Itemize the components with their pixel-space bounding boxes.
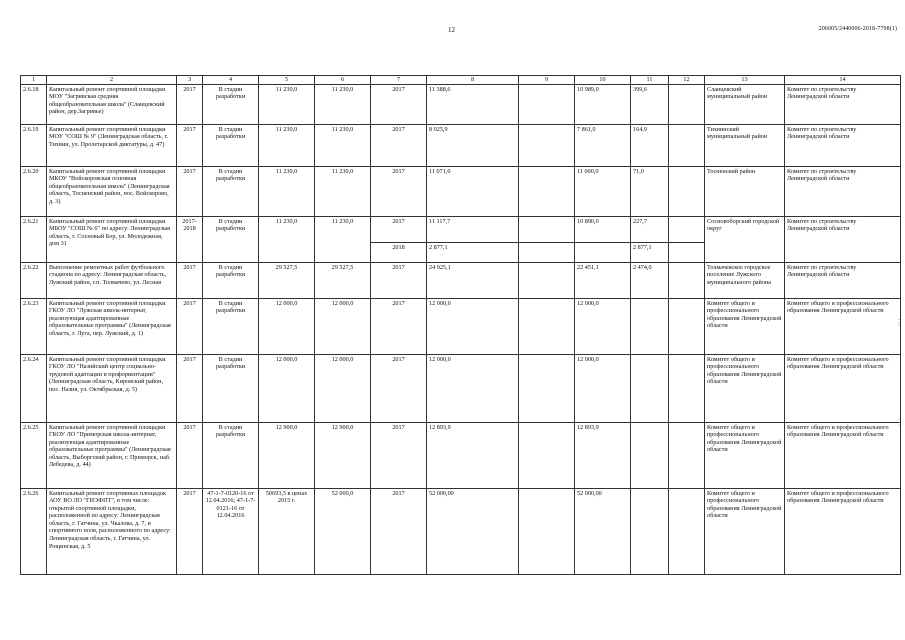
table-cell: 12 000,0 <box>315 298 371 354</box>
table-cell: 12 000,0 <box>427 354 519 422</box>
table-row <box>21 262 901 298</box>
margin-mark: ⋮ <box>895 418 903 427</box>
table-cell: 11 388,6 <box>427 84 519 124</box>
table-cell: 12 893,9 <box>427 422 519 488</box>
table-cell: В стадии разработки <box>203 354 259 422</box>
table-cell: 11 230,0 <box>315 84 371 124</box>
table-cell: 8 025,9 <box>427 124 519 166</box>
table-row <box>21 166 901 216</box>
table-cell: 2017 <box>371 422 427 488</box>
table-cell <box>669 166 705 216</box>
table-cell: 2017-2018 <box>177 216 203 262</box>
table-cell: 11 230,0 <box>315 216 371 262</box>
margin-mark: ⋮ <box>895 318 903 327</box>
column-header: 12 <box>669 76 705 85</box>
table-cell: 2.6.23 <box>21 298 47 354</box>
column-header: 9 <box>519 76 575 85</box>
table-row <box>21 84 901 124</box>
table-cell: Капитальный ремонт спортивных площадок АОУ ВО ЛО "ГИЭФПТ", в том числе: открытой спортивной площадки, расположенной по адресу: Ленинградская область, г. Гатчина, ул. Чкалова, д. 7, и спортивного поля, расположенного по адресу: Ленинградская область, г. Гатчина, ул. Рощинская, д. 5 <box>47 488 177 574</box>
table-cell: Тосненский район <box>705 166 785 216</box>
column-number-row <box>21 76 901 85</box>
table-cell: 29 527,5 <box>259 262 315 298</box>
column-header: 13 <box>705 76 785 85</box>
table-cell: Капитальный ремонт спортивной площадки МКОУ "Войскоровская основная общеобразовательная школа" (Ленинградская область, Тосненский район, пос. Войскорово, д. 3) <box>47 166 177 216</box>
table-cell <box>519 422 575 488</box>
table-cell: 2017 <box>371 166 427 216</box>
table-cell: 12 000,0 <box>315 354 371 422</box>
table-cell <box>669 354 705 422</box>
table-cell <box>519 262 575 298</box>
table-cell: В стадии разработки <box>203 262 259 298</box>
table-cell <box>519 488 575 574</box>
table-cell <box>669 84 705 124</box>
table-cell: Выполнение ремонтных работ футбольного стадиона по адресу: Ленинградская область, Лужский район, г.п. Толмачево, ул. Лесная <box>47 262 177 298</box>
table-cell: 2017 <box>177 422 203 488</box>
table-cell: Комитет общего и профессионального образования Ленинградской области <box>705 354 785 422</box>
table-cell: 7 861,0 <box>575 124 631 166</box>
table-cell: 2017 <box>177 298 203 354</box>
table-cell: Комитет по строительству Ленинградской области <box>785 216 901 262</box>
table-cell: Комитет по строительству Ленинградской области <box>785 262 901 298</box>
table-cell: 24 925,1 <box>427 262 519 298</box>
table-cell: 12 000,0 <box>575 354 631 422</box>
table-cell: 12 000,0 <box>259 354 315 422</box>
table-cell: 399,6 <box>631 84 669 124</box>
document-id: 206005/2440006-2018-7798(1) <box>818 26 897 32</box>
table-cell: Капитальный ремонт спортивной площадки МОУ "СОШ № 9" (Ленинградская область, г. Тихвин, ул. Пролетарской диктатуры, д. 47) <box>47 124 177 166</box>
table-cell: 11 230,0 <box>259 166 315 216</box>
table-cell: Комитет общего и профессионального образования Ленинградской области <box>785 488 901 574</box>
table-cell: 2018 <box>371 242 427 262</box>
table-cell: Тихвинский муниципальный район <box>705 124 785 166</box>
table-cell <box>519 354 575 422</box>
table-cell: Комитет общего и профессионального образования Ленинградской области <box>705 422 785 488</box>
column-header: 1 <box>21 76 47 85</box>
table-cell: Капитальный ремонт спортивной площадки ГКОУ ЛО "Приморская школа-интернат, реализующая адаптированные образовательные программы" (Ленинградская область, Выборгский район, г. Приморск, наб. Лебедева, д. 44) <box>47 422 177 488</box>
table-cell: 52 000,00 <box>575 488 631 574</box>
table-cell: 2.6.26 <box>21 488 47 574</box>
column-header: 10 <box>575 76 631 85</box>
table-cell: 2 474,0 <box>631 262 669 298</box>
page-number: 12 <box>448 26 455 34</box>
column-header: 8 <box>427 76 519 85</box>
table-cell <box>519 298 575 354</box>
table-cell <box>669 242 705 262</box>
program-table <box>20 75 901 575</box>
table-cell: 2017 <box>371 488 427 574</box>
table-cell: Комитет общего и профессионального образования Ленинградской области <box>705 298 785 354</box>
column-header: 3 <box>177 76 203 85</box>
table-cell: В стадии разработки <box>203 298 259 354</box>
table-cell: 2017 <box>177 488 203 574</box>
table-cell: 2017 <box>371 124 427 166</box>
table-cell: В стадии разработки <box>203 84 259 124</box>
table-row <box>21 422 901 488</box>
table-cell: Толмачевское городское поселение Лужского муниципального района <box>705 262 785 298</box>
table-cell <box>575 242 631 262</box>
table-cell: Комитет по строительству Ленинградской области <box>785 124 901 166</box>
table-cell: 11 071,0 <box>427 166 519 216</box>
table-cell: 164,9 <box>631 124 669 166</box>
table-row <box>21 298 901 354</box>
table-row <box>21 354 901 422</box>
table-cell: 47-1-7-0120-16 от 12.04.2016; 47-1-7-0121-16 от 12.04.2016 <box>203 488 259 574</box>
table-cell: 12 000,0 <box>427 298 519 354</box>
column-header: 7 <box>371 76 427 85</box>
table-cell: В стадии разработки <box>203 166 259 216</box>
table-cell: Комитет общего и профессионального образования Ленинградской области <box>785 298 901 354</box>
table-cell: 11 230,0 <box>259 216 315 262</box>
column-header: 11 <box>631 76 669 85</box>
table-cell: В стадии разработки <box>203 422 259 488</box>
table-cell <box>669 298 705 354</box>
table-cell: Капитальный ремонт спортивной площадки ГКОУ ЛО "Лужская школа-интернат, реализующая адаптированные образовательные программы" (Ленинградская область, г. Луга, пер. Лужский, д. 1) <box>47 298 177 354</box>
table-cell: 2.6.25 <box>21 422 47 488</box>
table-cell <box>669 124 705 166</box>
column-header: 2 <box>47 76 177 85</box>
table-cell: 29 527,5 <box>315 262 371 298</box>
table-cell: 2017 <box>371 216 427 242</box>
table-cell: Капитальный ремонт спортивной площадки МОУ "Загривская средняя общеобразовательная школа" (Сланцевский район, дер.Загривье) <box>47 84 177 124</box>
table-cell: 10 890,0 <box>575 216 631 242</box>
table-cell: 52 000,0 <box>315 488 371 574</box>
table-cell: 10 989,0 <box>575 84 631 124</box>
table-cell: 2017 <box>371 354 427 422</box>
table-cell: 2017 <box>177 354 203 422</box>
column-header: 5 <box>259 76 315 85</box>
table-cell <box>631 422 669 488</box>
table-cell: Комитет по строительству Ленинградской области <box>785 84 901 124</box>
table-cell: 12 900,0 <box>315 422 371 488</box>
table-cell <box>631 354 669 422</box>
table-cell: 12 893,9 <box>575 422 631 488</box>
table-cell <box>669 262 705 298</box>
table-cell: 2 877,1 <box>631 242 669 262</box>
table-cell: 2017 <box>177 84 203 124</box>
table-cell: 12 000,0 <box>575 298 631 354</box>
table-cell: 22 451,1 <box>575 262 631 298</box>
column-header: 4 <box>203 76 259 85</box>
table-cell <box>669 488 705 574</box>
table-cell: Капитальный ремонт спортивной площадки МБОУ "СОШ № 6" по адресу: Ленинградская область, г. Сосновый Бор, ул. Молодежная, дом 31 <box>47 216 177 262</box>
table-cell: Комитет общего и профессионального образования Ленинградской области <box>785 422 901 488</box>
table-cell: 11 230,0 <box>259 124 315 166</box>
table-cell: 71,0 <box>631 166 669 216</box>
table-cell: 50693,5 в ценах 2015 г. <box>259 488 315 574</box>
table-cell: 11 230,0 <box>259 84 315 124</box>
table-cell: 12 000,0 <box>259 298 315 354</box>
table-cell: 2017 <box>177 124 203 166</box>
table-cell: Комитет общего и профессионального образования Ленинградской области <box>705 488 785 574</box>
table-cell: 2017 <box>371 298 427 354</box>
table-cell: Комитет общего и профессионального образования Ленинградской области <box>785 354 901 422</box>
table-cell: Сосновоборский городской округ <box>705 216 785 262</box>
table-cell <box>519 216 575 242</box>
table-cell <box>519 166 575 216</box>
table-cell: 11 000,0 <box>575 166 631 216</box>
table-cell: В стадии разработки <box>203 216 259 262</box>
table-cell <box>631 298 669 354</box>
table-cell: 12 900,0 <box>259 422 315 488</box>
table-cell: 2017 <box>371 84 427 124</box>
table-row <box>21 124 901 166</box>
table-cell: В стадии разработки <box>203 124 259 166</box>
table-cell: 2.6.20 <box>21 166 47 216</box>
table-cell <box>669 422 705 488</box>
table-cell: Комитет по строительству Ленинградской области <box>785 166 901 216</box>
table-cell <box>631 488 669 574</box>
table-cell: 2.6.21 <box>21 216 47 262</box>
column-header: 6 <box>315 76 371 85</box>
table-row <box>21 216 901 242</box>
table-cell: 2017 <box>371 262 427 298</box>
table-cell: 52 000,00 <box>427 488 519 574</box>
table-cell: Сланцевский муниципальный район <box>705 84 785 124</box>
table-cell: 2.6.24 <box>21 354 47 422</box>
table-cell: 11 230,0 <box>315 124 371 166</box>
table-row <box>21 488 901 574</box>
table-cell <box>519 242 575 262</box>
table-cell: 2.6.18 <box>21 84 47 124</box>
table-cell: 11 117,7 <box>427 216 519 242</box>
table-cell: 11 230,0 <box>315 166 371 216</box>
table-cell: 2017 <box>177 166 203 216</box>
table-cell: Капитальный ремонт спортивной площадки ГКОУ ЛО "Назийский центр социально-трудовой адаптации и профориентации" (Ленинградская область, Кировский район, пос. Назия, ул. Октябрьская, д. 5) <box>47 354 177 422</box>
table-cell <box>519 124 575 166</box>
table-cell: 2.6.22 <box>21 262 47 298</box>
table-cell <box>519 84 575 124</box>
table-cell: 2.6.19 <box>21 124 47 166</box>
table-cell: 2 877,1 <box>427 242 519 262</box>
table-cell <box>669 216 705 242</box>
table-cell: 227,7 <box>631 216 669 242</box>
column-header: 14 <box>785 76 901 85</box>
table-cell: 2017 <box>177 262 203 298</box>
